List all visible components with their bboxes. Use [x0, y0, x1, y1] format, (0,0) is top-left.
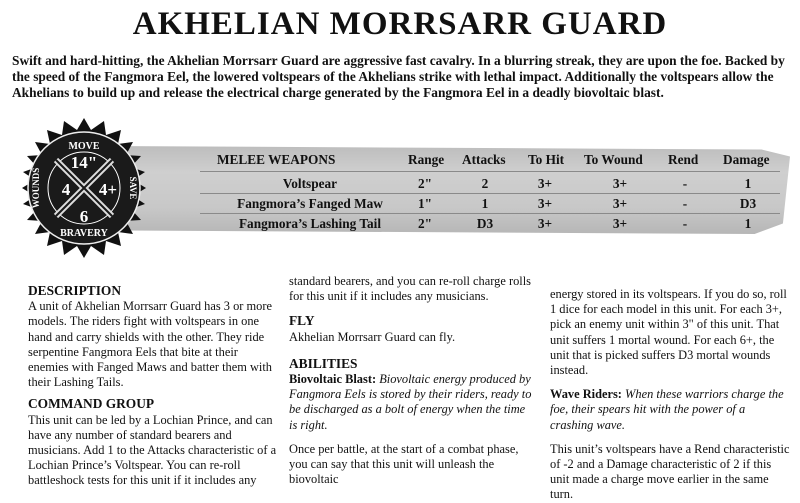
weapon-rend: -	[682, 216, 688, 231]
ability-name: Biovoltaic Blast:	[289, 372, 377, 387]
rend-header: Rend	[668, 152, 699, 167]
fly-text: Akhelian Morrsarr Guard can fly.	[289, 329, 456, 344]
weapon-to-wound: 3+	[612, 216, 628, 231]
weapon-rend: -	[682, 196, 688, 211]
fly-heading: FLY	[289, 313, 315, 329]
move-label: MOVE	[68, 141, 100, 152]
command-group-heading: COMMAND GROUP	[28, 396, 155, 412]
ability-rule: Once per battle, at the start of a combat phase, you can say that this unit will unleash the biovoltaic	[289, 441, 519, 487]
bravery-label: BRAVERY	[60, 228, 108, 239]
weapon-range: 1"	[417, 196, 433, 211]
weapon-to-wound: 3+	[612, 196, 628, 211]
weapon-attacks: 2	[481, 176, 489, 191]
ability-rule: This unit’s voltspears have a Rend characteristic of -2 and a Damage characteristic of 2 if this unit made a charge move earlier in the same turn.	[550, 441, 790, 502]
command-group-continued: standard bearers, and you can re-roll charge rolls for this unit if it includes any musicians.	[289, 274, 531, 304]
biovoltaic-blast-ability	[289, 372, 533, 433]
weapon-range: 2"	[417, 216, 433, 231]
damage-header: Damage	[723, 152, 770, 167]
to-wound-header: To Wound	[584, 152, 643, 167]
weapon-to-hit: 3+	[537, 176, 553, 191]
save-value: 4+	[98, 180, 118, 199]
intro-text: Swift and hard-hitting, the Akhelian Morrsarr Guard are aggressive fast cavalry. In a blurring streak, they are upon the foe. Backed by the speed of the Fangmora Eel, the lowered voltspears of the Akhelians strike with lethal impact. Additionally the voltspears allow the Akhelians to build up and release the electrical charge generated by the Fangmora Eel in a deadly biovoltaic blast.	[12, 53, 785, 100]
melee-header: MELEE WEAPONS	[217, 152, 336, 167]
weapon-to-hit: 3+	[537, 216, 553, 231]
weapon-to-wound: 3+	[612, 176, 628, 191]
left-column	[28, 283, 278, 489]
wounds-value: 4	[61, 180, 71, 199]
weapon-to-hit: 3+	[537, 196, 553, 211]
abilities-heading: ABILITIES	[289, 355, 358, 371]
save-label: SAVE	[128, 176, 138, 200]
stat-wheel	[14, 118, 154, 258]
wave-riders-ability	[550, 387, 790, 433]
weapon-damage: D3	[739, 196, 757, 211]
range-header: Range	[408, 152, 445, 167]
attacks-header: Attacks	[462, 152, 506, 167]
wounds-label: WOUNDS	[31, 167, 41, 209]
weapon-damage: 1	[744, 216, 752, 231]
ability-name: Wave Riders:	[550, 387, 622, 402]
right-column	[550, 287, 790, 503]
weapon-attacks: D3	[476, 216, 494, 231]
middle-column	[289, 274, 533, 487]
ability-flavor: Biovoltaic energy produced by Fangmora Eels is stored by their riders, ready to be discharged as a bolt of energy when the time is right.	[289, 372, 532, 432]
warscroll-title: AKHELIAN MORRSARR GUARD	[132, 6, 668, 42]
command-group-text: This unit can be led by a Lochian Prince, and can have any number of standard bearers and musicians. Add 1 to the Attacks characteristic of a Lochian Prince’s Voltspear. You can re-roll battleshock tests for this unit if it includes any	[28, 412, 277, 488]
weapon-attacks: 1	[481, 196, 489, 211]
description-text: A unit of Akhelian Morrsarr Guard has 3 or more models. The riders fight with voltspears in one hand and carry shields with the other. They ride serpentine Fangmora Eels that bite at their enemies with Fanged Maws and batter them with their Lashing Tails.	[28, 299, 272, 390]
bravery-value: 6	[79, 207, 89, 226]
weapon-name: Fangmora’s Fanged Maw	[237, 196, 383, 211]
weapon-name: Voltspear	[282, 176, 338, 191]
weapon-rend: -	[682, 176, 688, 191]
ability-flavor: When these warriors charge the foe, their spears hit with the power of a crashing wave.	[550, 387, 784, 432]
weapon-damage: 1	[744, 176, 752, 191]
description-heading: DESCRIPTION	[28, 283, 122, 298]
biovoltaic-blast-continued: energy stored in its voltspears. If you do so, roll 1 dice for each model in this unit. For each 3+, pick an enemy unit within 3" of this unit. That unit suffers 1 mortal wound. For each 6+, the unit that is picked suffers D3 mortal wounds instead.	[550, 287, 787, 378]
move-value: 14"	[70, 153, 98, 172]
weapon-name: Fangmora’s Lashing Tail	[238, 216, 382, 231]
weapon-range: 2"	[417, 176, 433, 191]
to-hit-header: To Hit	[528, 152, 565, 167]
